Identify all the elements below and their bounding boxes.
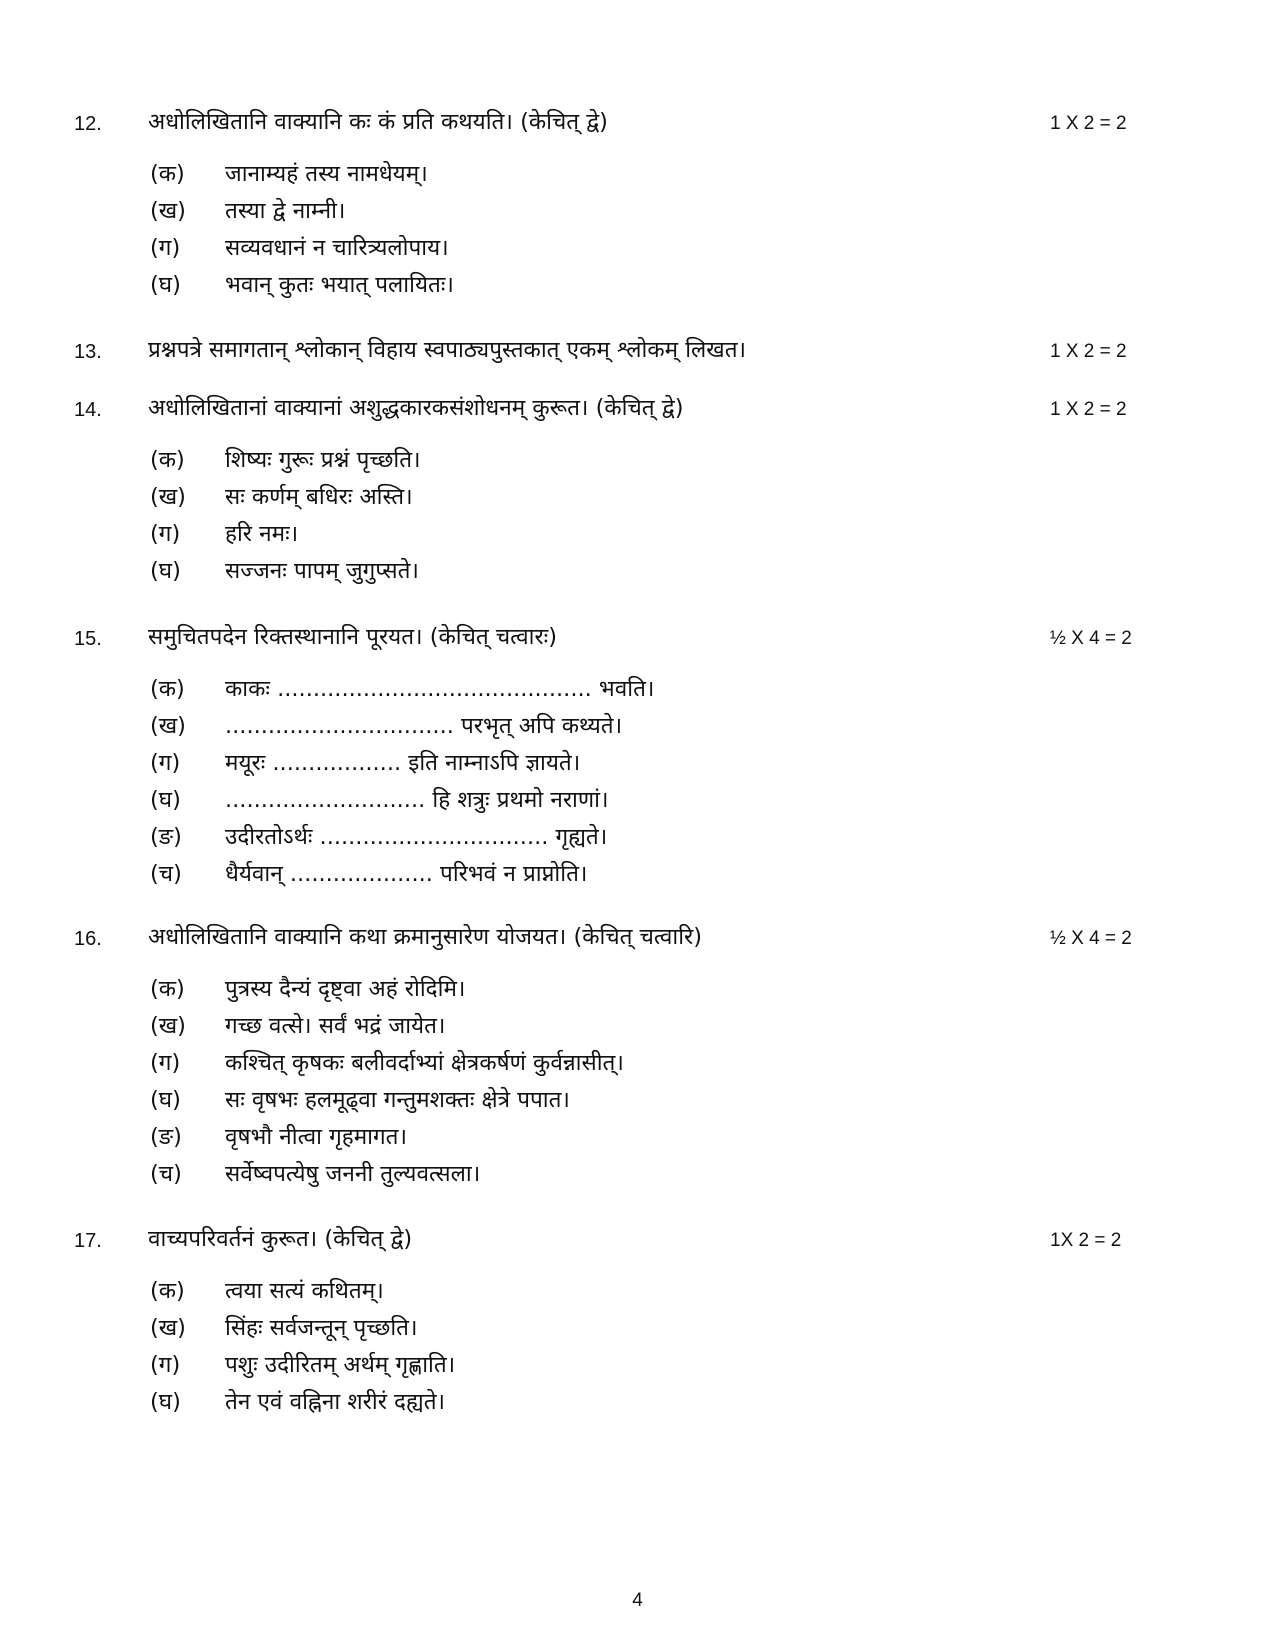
option-text: सिंहः सर्वजन्तून् पृच्छति। xyxy=(225,1315,418,1341)
option-label: (क) xyxy=(150,447,185,473)
option-label: (क) xyxy=(150,161,185,187)
option-text: सर्वेष्वपत्येषु जननी तुल्यवत्सला। xyxy=(225,1161,481,1187)
option-item xyxy=(0,1385,1275,1422)
option-item xyxy=(0,972,1275,1009)
marks: 1 X 2 = 2 xyxy=(1050,341,1127,362)
question-number: 14. xyxy=(74,399,102,421)
option-item xyxy=(0,231,1275,268)
question-text: अधोलिखितानि वाक्यानि कथा क्रमानुसारेण योजयत। (केचित् चत्वारि) xyxy=(148,924,703,950)
option-text: कश्चित् कृषकः बलीवर्दाभ्यां क्षेत्रकर्षणं कुर्वन्नासीत्। xyxy=(225,1050,624,1076)
option-label: (घ) xyxy=(150,558,181,584)
option-text: शिष्यः गुरूः प्रश्नं पृच्छति। xyxy=(225,447,421,473)
question-12 xyxy=(0,107,1275,305)
option-item xyxy=(0,443,1275,480)
question-number: 17. xyxy=(74,1230,102,1252)
option-text: सः कर्णम् बधिरः अस्ति। xyxy=(225,484,413,510)
option-item xyxy=(0,268,1275,305)
option-label: (ख) xyxy=(150,713,186,739)
option-item xyxy=(0,194,1275,231)
option-item xyxy=(0,480,1275,517)
option-text: सः वृषभः हलमूढ्वा गन्तुमशक्तः क्षेत्रे पपात। xyxy=(225,1087,570,1113)
option-item xyxy=(0,1009,1275,1046)
option-text: उदीरतोऽर्थः ................................ गृह्यते। xyxy=(225,824,608,850)
question-number: 16. xyxy=(74,928,102,950)
option-text: वृषभौ नीत्वा गृहमागत। xyxy=(225,1124,407,1150)
option-text: भवान् कुतः भयात् पलायितः। xyxy=(225,272,454,298)
option-label: (च) xyxy=(150,1161,182,1187)
option-text: सव्यवधानं न चारित्र्यलोपाय। xyxy=(225,235,449,261)
question-text: प्रश्नपत्रे समागतान् श्लोकान् विहाय स्वपाठ्यपुस्तकात् एकम् श्लोकम् लिखत। xyxy=(148,337,747,363)
option-text: मयूरः .................. इति नाम्नाऽपि ज्ञायते। xyxy=(225,750,581,776)
marks: ½ X 4 = 2 xyxy=(1050,628,1132,649)
option-item xyxy=(0,672,1275,709)
option-label: (ङ) xyxy=(150,824,182,850)
option-label: (ख) xyxy=(150,1315,186,1341)
question-17 xyxy=(0,1224,1275,1422)
option-text: धैर्यवान् .................... परिभवं न प्राप्नोति। xyxy=(225,861,588,887)
option-item xyxy=(0,746,1275,783)
question-number: 13. xyxy=(74,341,102,363)
option-label: (क) xyxy=(150,1278,185,1304)
option-text: पुत्रस्य दैन्यं दृष्ट्वा अहं रोदिमि। xyxy=(225,976,466,1002)
option-label: (घ) xyxy=(150,1087,181,1113)
option-item xyxy=(0,157,1275,194)
option-item xyxy=(0,709,1275,746)
option-item xyxy=(0,554,1275,591)
question-number: 15. xyxy=(74,628,102,650)
question-text: समुचितपदेन रिक्तस्थानानि पूरयत। (केचित् चत्वारः) xyxy=(148,624,557,650)
option-label: (घ) xyxy=(150,1389,181,1415)
option-label: (ग) xyxy=(150,1050,181,1076)
option-label: (च) xyxy=(150,861,182,887)
option-text: पशुः उदीरितम् अर्थम् गृह्णाति। xyxy=(225,1352,456,1378)
option-text: तस्या द्वे नाम्नी। xyxy=(225,198,346,224)
option-label: (ग) xyxy=(150,521,181,547)
marks: 1 X 2 = 2 xyxy=(1050,113,1127,134)
option-item xyxy=(0,1311,1275,1348)
option-item xyxy=(0,1274,1275,1311)
question-text: वाच्यपरिवर्तनं कुरूत। (केचित् द्वे) xyxy=(148,1226,413,1252)
question-text: अधोलिखितानि वाक्यानि कः कं प्रति कथयति। (केचित् द्वे) xyxy=(148,109,608,135)
option-item xyxy=(0,1046,1275,1083)
question-14 xyxy=(0,393,1275,591)
option-label: (ख) xyxy=(150,198,186,224)
option-label: (ख) xyxy=(150,484,186,510)
option-label: (क) xyxy=(150,976,185,1002)
marks: 1 X 2 = 2 xyxy=(1050,399,1127,420)
option-text: सज्जनः पापम् जुगुप्सते। xyxy=(225,558,419,584)
option-text: जानाम्यहं तस्य नामधेयम्। xyxy=(225,161,428,187)
option-label: (ग) xyxy=(150,235,181,261)
option-text: तेन एवं वह्निना शरीरं दह्यते। xyxy=(225,1389,446,1415)
option-label: (ख) xyxy=(150,1013,186,1039)
question-13 xyxy=(0,335,1275,371)
option-item xyxy=(0,1083,1275,1120)
option-text: काकः ............................................ भवति। xyxy=(225,676,655,702)
question-text: अधोलिखितानां वाक्यानां अशुद्धकारकसंशोधनम् कुरूत। (केचित् द्वे) xyxy=(148,395,684,421)
option-label: (घ) xyxy=(150,787,181,813)
option-item xyxy=(0,783,1275,820)
option-item xyxy=(0,1120,1275,1157)
option-item xyxy=(0,1157,1275,1194)
option-text: ................................ परभृत् अपि कथ्यते। xyxy=(225,713,623,739)
option-text: हरि नमः। xyxy=(225,521,299,547)
option-label: (ङ) xyxy=(150,1124,182,1150)
option-label: (ग) xyxy=(150,750,181,776)
option-item xyxy=(0,820,1275,857)
option-text: ............................ हि शत्रुः प्रथमो नराणां। xyxy=(225,787,609,813)
option-text: गच्छ वत्से। सर्वं भद्रं जायेत। xyxy=(225,1013,446,1039)
marks: ½ X 4 = 2 xyxy=(1050,928,1132,949)
option-label: (घ) xyxy=(150,272,181,298)
question-15 xyxy=(0,622,1275,894)
question-number: 12. xyxy=(74,113,102,135)
marks: 1X 2 = 2 xyxy=(1050,1230,1122,1251)
option-label: (क) xyxy=(150,676,185,702)
option-label: (ग) xyxy=(150,1352,181,1378)
question-16 xyxy=(0,922,1275,1194)
option-text: त्वया सत्यं कथितम्। xyxy=(225,1278,384,1304)
option-item xyxy=(0,1348,1275,1385)
option-item xyxy=(0,517,1275,554)
option-item xyxy=(0,857,1275,894)
page-number: 4 xyxy=(632,1590,643,1611)
